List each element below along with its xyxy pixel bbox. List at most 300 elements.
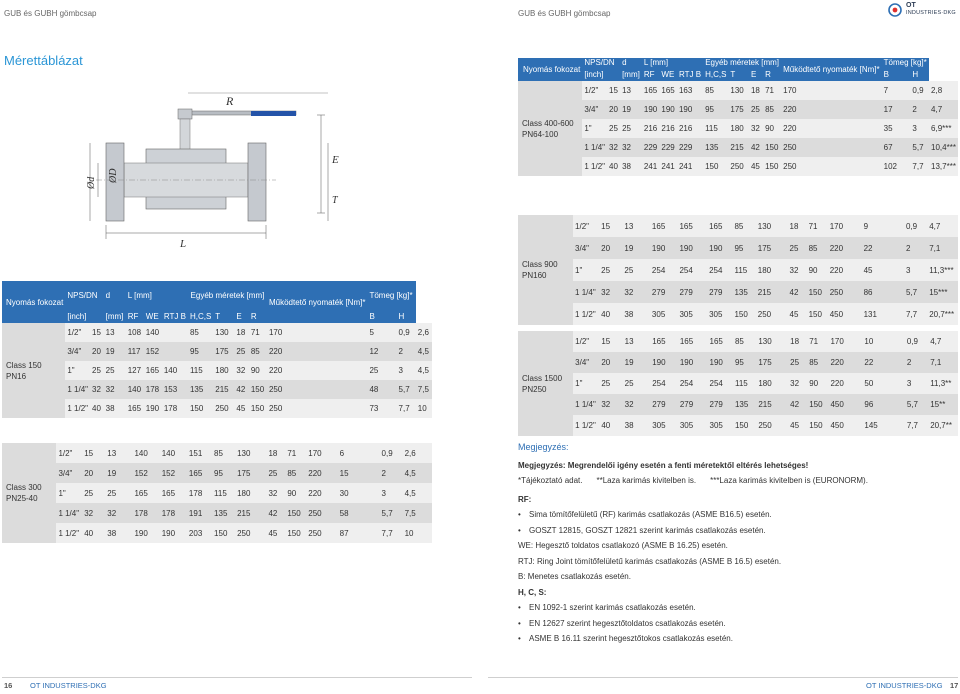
- table-cell: 145: [862, 415, 904, 436]
- table-row: [518, 138, 958, 157]
- table-cell: 229: [677, 138, 703, 157]
- table-cell: 150: [807, 415, 828, 436]
- label-od: Ød: [86, 176, 97, 189]
- table-row: [2, 342, 432, 361]
- table-cell: 1/2": [573, 215, 599, 237]
- table-cell: 165: [126, 399, 144, 418]
- table-cell: 0,9: [904, 215, 927, 237]
- table-cell: 165: [187, 463, 212, 483]
- table-row: [518, 352, 958, 373]
- table-cell: 9: [862, 215, 904, 237]
- table-cell: 220: [267, 342, 367, 361]
- table-cell: 1 1/2": [573, 303, 599, 325]
- table-cell: 90: [285, 483, 306, 503]
- notes-footnotes: [518, 476, 958, 487]
- page-header-right: GUB és GUBH gömbcsap: [518, 9, 611, 18]
- table-cell: 2,6: [403, 443, 432, 463]
- col150-hcs: H,C,S: [189, 311, 212, 321]
- table-cell: 153: [162, 380, 188, 399]
- table-cell: 20: [607, 100, 620, 119]
- table-cell: 19: [105, 463, 132, 483]
- table-cell: 3: [904, 259, 927, 281]
- table-cell: 3/4": [65, 342, 90, 361]
- table-cell: 42: [234, 380, 248, 399]
- table-cell: 25: [622, 259, 650, 281]
- table-cell: 150: [807, 394, 828, 415]
- table-cell: 279: [708, 394, 733, 415]
- table-cell: 250: [756, 415, 788, 436]
- table-cell: 1": [65, 361, 90, 380]
- table-cell: 32: [749, 119, 763, 138]
- table-cell: 45: [234, 399, 248, 418]
- page-number-right: 17: [950, 681, 959, 690]
- table-cell: [162, 323, 188, 342]
- table-row: [2, 361, 432, 380]
- table-cell: 150: [733, 415, 756, 436]
- col-mm: [mm]: [622, 69, 640, 79]
- col150-rf: RF: [127, 311, 139, 321]
- logo-text-top: OT: [906, 2, 916, 9]
- table-cell: 6: [338, 443, 380, 463]
- table-row: [2, 523, 432, 543]
- rf-item-1: • Sima tömítőfelületű (RF) karimás csatlakozás (ASME B16.5) esetén.: [518, 510, 958, 521]
- table-cell: 3: [910, 119, 929, 138]
- table-cell: 150: [807, 281, 828, 303]
- table-cell: 10: [416, 399, 432, 418]
- rf-item-2: • GOSZT 12815, GOSZT 12821 szerint karimás csatlakozás esetén.: [518, 526, 958, 537]
- label-od-small: ØD: [108, 168, 119, 183]
- table-cell: 250: [828, 281, 862, 303]
- notes-heading: Megjegyzés:: [518, 442, 569, 452]
- table-cell: 215: [756, 281, 788, 303]
- table-cell: 45: [862, 259, 904, 281]
- col-torque: Működtető nyomaték [Nm]*: [783, 65, 880, 74]
- table-cell: 0,9: [905, 331, 928, 352]
- table-cell: 13: [622, 215, 650, 237]
- table-cell: 32: [620, 138, 642, 157]
- table-row: [2, 483, 432, 503]
- col-b: B: [695, 69, 702, 79]
- table-cell: 150: [249, 380, 267, 399]
- table-cell: 6,9***: [929, 119, 958, 138]
- table-cell: 1 1/2": [65, 399, 90, 418]
- table-cell: 45: [788, 303, 807, 325]
- hcs-label: H, C, S:: [518, 587, 547, 597]
- table-cell: 305: [677, 303, 707, 325]
- table-cell: 2: [380, 463, 403, 483]
- table-cell: 115: [733, 373, 756, 394]
- table-row: [518, 215, 958, 237]
- table-cell: 7,7: [904, 303, 927, 325]
- table-cell: 190: [642, 100, 660, 119]
- col-other: Egyéb méretek [mm]: [705, 58, 779, 67]
- table-cell: 279: [707, 281, 732, 303]
- table-cell: 150: [763, 138, 781, 157]
- table-cell: 190: [708, 352, 733, 373]
- table-cell: 130: [728, 81, 749, 100]
- table-class900: [518, 215, 958, 325]
- label-e: E: [332, 154, 339, 166]
- table-cell: 215: [756, 394, 788, 415]
- table-cell: 152: [132, 463, 159, 483]
- table-cell: 2,6: [416, 323, 432, 342]
- brand-logo: [888, 2, 958, 18]
- table-cell: 32: [788, 373, 807, 394]
- table-cell: 250: [781, 157, 881, 176]
- label-l: L: [180, 238, 187, 250]
- table-body-1500: [518, 331, 958, 436]
- col150-inch: [inch]: [67, 311, 87, 321]
- table-cell: 58: [338, 503, 380, 523]
- table-cell: 85: [212, 443, 235, 463]
- table-cell: 32: [599, 281, 622, 303]
- table-cell: 7: [882, 81, 911, 100]
- table-cell: 190: [650, 237, 678, 259]
- table-cell: 5,7: [380, 503, 403, 523]
- table-cell: 229: [659, 138, 677, 157]
- table-cell: 86: [862, 281, 904, 303]
- table-cell: 42: [788, 394, 807, 415]
- table-cell: 35: [882, 119, 911, 138]
- table-cell: 108: [126, 323, 144, 342]
- table-cell: 85: [763, 100, 781, 119]
- table-cell: 140: [126, 380, 144, 399]
- table-cell: 40: [599, 303, 622, 325]
- table-cell: 5,7: [904, 281, 927, 303]
- table-cell: 215: [235, 503, 266, 523]
- table-cell: 25: [90, 361, 104, 380]
- table-body-150: [2, 323, 432, 418]
- table-cell: 20,7***: [927, 303, 958, 325]
- table-row: [2, 503, 432, 523]
- table-cell: 20: [82, 463, 105, 483]
- table-cell: 15: [599, 215, 622, 237]
- table-cell: 250: [756, 303, 788, 325]
- table-cell: 7,5: [416, 380, 432, 399]
- table-cell: 7,7: [910, 157, 929, 176]
- table-cell: 25: [367, 361, 396, 380]
- pressure-class-label: Class 400-600 PN64-100: [518, 81, 582, 176]
- table-cell: 71: [807, 331, 828, 352]
- table-class300: [2, 443, 432, 543]
- table-cell: 130: [213, 323, 234, 342]
- table-cell: 150: [249, 399, 267, 418]
- table-cell: 0,9: [380, 443, 403, 463]
- table-cell: 18: [788, 215, 807, 237]
- table-cell: 151: [187, 443, 212, 463]
- pressure-class-label: Class 150 PN16: [2, 323, 65, 418]
- hcs-item-2: • EN 12627 szerint hegesztőtoldatos csatlakozás esetén.: [518, 619, 958, 630]
- table-cell: 2: [910, 100, 929, 119]
- table-cell: 38: [104, 399, 126, 418]
- table-cell: 130: [235, 443, 266, 463]
- col-l: L [mm]: [643, 58, 669, 67]
- table-cell: 190: [659, 100, 677, 119]
- table-cell: 48: [367, 380, 396, 399]
- table-cell: 15: [599, 331, 622, 352]
- table-cell: 4,5: [403, 483, 432, 503]
- table-cell: 7,7: [905, 415, 928, 436]
- pressure-class-label: Class 300 PN25-40: [2, 443, 56, 543]
- table-cell: 7,7: [397, 399, 416, 418]
- table-row: [518, 259, 958, 281]
- table-cell: 175: [235, 463, 266, 483]
- table-cell: 254: [650, 259, 678, 281]
- notes-main: Megjegyzés: Megrendelői igény esetén a fenti méretektől eltérés lehetséges!: [518, 460, 809, 470]
- table-cell: 216: [642, 119, 660, 138]
- table-cell: 2,8: [929, 81, 958, 100]
- table-cell: 85: [285, 463, 306, 483]
- table-cell: 1 1/4": [573, 394, 599, 415]
- table-cell: 150: [703, 157, 728, 176]
- table-cell: 18: [266, 443, 285, 463]
- table-cell: 250: [306, 523, 337, 543]
- table-cell: 13: [105, 443, 132, 463]
- table-cell: 152: [160, 463, 187, 483]
- footer-brand-right: OT INDUSTRIES-DKG: [866, 681, 943, 690]
- table-cell: 220: [781, 100, 881, 119]
- table-cell: 13: [104, 323, 126, 342]
- col-d: d: [622, 58, 627, 67]
- table-cell: 279: [650, 281, 678, 303]
- table-cell: 18: [788, 331, 807, 352]
- table-cell: 165: [707, 215, 732, 237]
- table-cell: 220: [267, 361, 367, 380]
- table-cell: 190: [144, 399, 162, 418]
- table-cell: 90: [763, 119, 781, 138]
- table-body-300: [2, 443, 432, 543]
- table-cell: 250: [267, 380, 367, 399]
- table-cell: 178: [144, 380, 162, 399]
- label-t: T: [332, 195, 338, 206]
- table-cell: 90: [807, 259, 828, 281]
- col-r: R: [765, 69, 771, 79]
- table-cell: 305: [708, 415, 733, 436]
- table-row: [518, 415, 958, 436]
- col-inch: [inch]: [584, 69, 604, 79]
- table-cell: 20: [90, 342, 104, 361]
- table-cell: 305: [707, 303, 732, 325]
- table-cell: 4,7: [929, 100, 958, 119]
- page-header-left: GUB és GUBH gömbcsap: [4, 9, 97, 18]
- table-cell: 19: [104, 342, 126, 361]
- table-cell: 20,7**: [928, 415, 958, 436]
- table-cell: 87: [338, 523, 380, 543]
- table-cell: 150: [188, 399, 213, 418]
- table-cell: 165: [642, 81, 660, 100]
- table-cell: 95: [212, 463, 235, 483]
- table-cell: 25: [623, 373, 651, 394]
- table-cell: 165: [708, 331, 733, 352]
- table-cell: 279: [650, 394, 678, 415]
- table-cell: 190: [677, 100, 703, 119]
- table-row: [518, 303, 958, 325]
- col-rtj: RTJ: [678, 69, 694, 79]
- table-cell: 7,7: [380, 523, 403, 543]
- table-cell: 1/2": [582, 81, 607, 100]
- table-cell: 25: [788, 237, 807, 259]
- table-cell: 165: [677, 215, 707, 237]
- table-cell: 175: [756, 237, 788, 259]
- table-cell: 1": [573, 373, 599, 394]
- hcs-list: [518, 603, 958, 645]
- table-cell: 85: [188, 323, 213, 342]
- table-cell: 85: [703, 81, 728, 100]
- col150-t: T: [215, 311, 221, 321]
- col-wh: H: [912, 69, 919, 79]
- table-cell: 1/2": [65, 323, 90, 342]
- table-cell: 241: [659, 157, 677, 176]
- logo-text-bottom: INDUSTRIES·DKG: [906, 10, 956, 16]
- col-nps: NPS/DN: [584, 58, 615, 67]
- table-cell: 32: [266, 483, 285, 503]
- table-class1500: [518, 331, 958, 436]
- rf-label: RF:: [518, 494, 532, 504]
- table-cell: 4,7: [927, 215, 958, 237]
- table-cell: 38: [620, 157, 642, 176]
- table-cell: 180: [756, 373, 788, 394]
- table-cell: 279: [677, 281, 707, 303]
- table-cell: 32: [90, 380, 104, 399]
- table-row: [518, 119, 958, 138]
- table-cell: 73: [367, 399, 396, 418]
- table-cell: 5: [367, 323, 396, 342]
- table-cell: 25: [749, 100, 763, 119]
- col150-pressure: Nyomás fokozat: [6, 297, 64, 307]
- table-cell: 32: [607, 138, 620, 157]
- table-cell: 180: [235, 483, 266, 503]
- table-cell: 32: [623, 394, 651, 415]
- table-cell: 15: [82, 443, 105, 463]
- table-cell: 115: [212, 483, 235, 503]
- table-cell: 12: [367, 342, 396, 361]
- table-cell: 175: [213, 342, 234, 361]
- table-cell: 450: [828, 303, 862, 325]
- table-cell: 180: [213, 361, 234, 380]
- table-cell: 1": [573, 259, 599, 281]
- table-cell: 17: [882, 100, 911, 119]
- col-t: T: [730, 69, 736, 79]
- table-cell: 71: [763, 81, 781, 100]
- table-row: [2, 443, 432, 463]
- hcs-item-3: • ASME B 16.11 szerint hegesztőtokos csatlakozás esetén.: [518, 634, 958, 645]
- table-cell: 170: [781, 81, 881, 100]
- table-cell: 25: [82, 483, 105, 503]
- table-cell: 95: [188, 342, 213, 361]
- table-row: [2, 323, 432, 342]
- table-cell: 15: [607, 81, 620, 100]
- table-cell: 42: [749, 138, 763, 157]
- table-cell: 305: [678, 415, 708, 436]
- table-cell: 220: [306, 463, 337, 483]
- table-cell: 3: [397, 361, 416, 380]
- table-cell: 13: [620, 81, 642, 100]
- table-cell: 165: [144, 361, 162, 380]
- table-row: [518, 394, 958, 415]
- col150-other: Egyéb méretek [mm]: [190, 290, 265, 300]
- table-cell: 190: [678, 352, 708, 373]
- table-cell: 250: [781, 138, 881, 157]
- table-cell: 3/4": [56, 463, 82, 483]
- table-cell: 3/4": [582, 100, 607, 119]
- table-cell: 165: [132, 483, 159, 503]
- table-cell: 220: [828, 352, 862, 373]
- table-cell: 1 1/4": [573, 281, 599, 303]
- col150-nps: NPS/DN: [67, 290, 98, 300]
- table-cell: 32: [82, 503, 105, 523]
- table-cell: 13,7***: [929, 157, 958, 176]
- col150-r: R: [250, 311, 257, 321]
- table-cell: 279: [678, 394, 708, 415]
- table-cell: 178: [132, 503, 159, 523]
- table-cell: 175: [756, 352, 788, 373]
- table-cell: 5,7: [910, 138, 929, 157]
- table-cell: 45: [788, 415, 807, 436]
- table-cell: 71: [807, 215, 828, 237]
- col150-mm: [mm]: [105, 311, 124, 321]
- col-we: WE: [661, 69, 675, 79]
- col150-wb: B: [369, 311, 375, 321]
- table-cell: 85: [807, 352, 828, 373]
- table-cell: 32: [788, 259, 807, 281]
- table-cell: 250: [267, 399, 367, 418]
- table-cell: 220: [306, 483, 337, 503]
- table-cell: 140: [144, 323, 162, 342]
- table-cell: 25: [788, 352, 807, 373]
- table-cell: 1 1/4": [56, 503, 82, 523]
- table-cell: 135: [188, 380, 213, 399]
- table-cell: 220: [828, 237, 862, 259]
- table-cell: 150: [763, 157, 781, 176]
- table-cell: 450: [828, 415, 862, 436]
- table-row: [2, 399, 432, 418]
- table-cell: 50: [862, 373, 904, 394]
- table-cell: 216: [677, 119, 703, 138]
- table-cell: 38: [105, 523, 132, 543]
- table-cell: 25: [104, 361, 126, 380]
- table-cell: 2: [397, 342, 416, 361]
- table-cell: 0,9: [910, 81, 929, 100]
- table-cell: 254: [708, 373, 733, 394]
- table-cell: 2: [904, 237, 927, 259]
- table-cell: 131: [862, 303, 904, 325]
- footnote-3: ***Laza karimás kivitelben is (EURONORM).: [710, 476, 868, 485]
- table-cell: 1 1/2": [582, 157, 607, 176]
- table-cell: 178: [160, 503, 187, 523]
- table-cell: 45: [749, 157, 763, 176]
- table-body-900: [518, 215, 958, 325]
- table-cell: 95: [733, 352, 756, 373]
- table-row: [518, 100, 958, 119]
- table-cell: 40: [90, 399, 104, 418]
- table-cell: 180: [756, 259, 788, 281]
- table-cell: 117: [126, 342, 144, 361]
- footnote-1: *Tájékoztató adat.: [518, 476, 583, 485]
- table-cell: 1/2": [573, 331, 599, 352]
- table-row: [518, 237, 958, 259]
- table-row: [518, 373, 958, 394]
- table-cell: [162, 342, 188, 361]
- table-row: [2, 463, 432, 483]
- table-cell: 1 1/2": [573, 415, 599, 436]
- table-cell: 165: [678, 331, 708, 352]
- table-cell: 115: [188, 361, 213, 380]
- table-cell: 150: [285, 503, 306, 523]
- table-cell: 32: [105, 503, 132, 523]
- table-cell: 7,1: [928, 352, 958, 373]
- table-cell: 42: [788, 281, 807, 303]
- hcs-item-1: • EN 1092-1 szerint karimás csatlakozás esetén.: [518, 603, 958, 614]
